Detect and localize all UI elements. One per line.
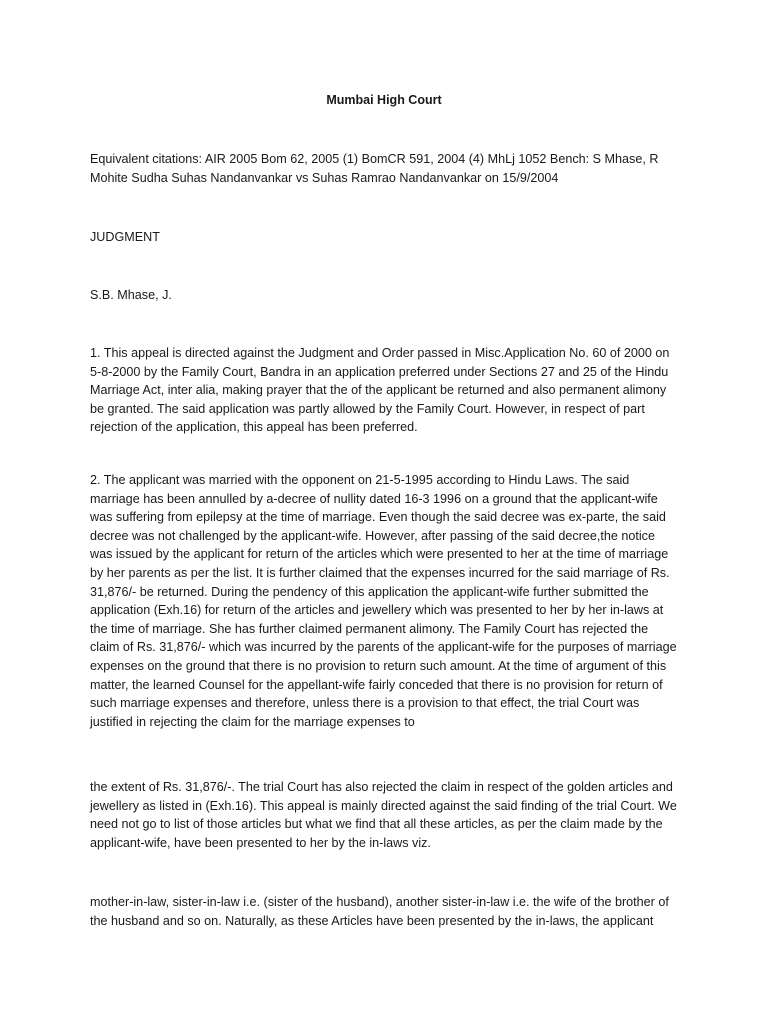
paragraph-2: 2. The applicant was married with the opponent on 21-5-1995 according to Hindu Laws. The said marriage has been annulled by a-decree of nullity dated 16-3 1996 on a ground that the applicant-wife was suffering from epilepsy at the time of marriage. Even though the said decree was ex-parte, the said decree was not challenged by the applicant-wife. However, after passing of the said decree,the notice was issued by the applicant for return of the articles which were presented to her at the time of marriage by her parents as per the list. It is further claimed that the expenses incurred for the said marriage of Rs. 31,876/- be returned. During the pendency of this application the applicant-wife further submitted the application (Exh.16) for return of the articles and jewellery which was presented to her by her in-laws at the time of marriage. She has further claimed permanent alimony. The Family Court has rejected the claim of Rs. 31,876/- which was incurred by the parents of the applicant-wife for the purposes of marriage expenses on the ground that there is no provision to return such amount. At the time of argument of this matter, the learned Counsel for the appellant-wife fairly conceded that there is no provision for return of such marriage expenses and therefore, unless there is a provision to that effect, the trial Court was justified in rejecting the claim for the marriage expenses to [90,473,677,729]
paragraph-4: mother-in-law, sister-in-law i.e. (sister of the husband), another sister-in-law i.e. the wife of the brother of the husband and so on. Naturally, as these Articles have been presented by the in-laws, the applicant [90,895,669,928]
citation-text: Equivalent citations: AIR 2005 Bom 62, 2005 (1) BomCR 591, 2004 (4) MhLj 1052 Bench: S Mhase, R Mohite Sudha Suhas Nandanvankar vs Suhas Ramrao Nandanvankar on 15/9/2004 [90,152,659,185]
judgment-heading-block [90,228,680,247]
paragraph-1: 1. This appeal is directed against the Judgment and Order passed in Misc.Application No. 60 of 2000 on 5-8-2000 by the Family Court, Bandra in an application preferred under Sections 27 and 25 of the Hindu Marriage Act, inter alia, making prayer that the of the applicant be returned and also permanent alimony be granted. The said application was partly allowed by the Family Court. However, in respect of part rejection of the application, this appeal has been preferred. [90,346,670,435]
judgment-heading: JUDGMENT [90,230,160,244]
paragraph-2-block [90,471,680,731]
paragraph-4-block [90,893,680,930]
paragraph-3-block [90,778,680,852]
document-title: Mumbai High Court [326,93,442,107]
judge-name: S.B. Mhase, J. [90,288,172,302]
judge-name-block [90,286,680,305]
paragraph-3: the extent of Rs. 31,876/-. The trial Court has also rejected the claim in respect of the golden articles and jewellery as listed in (Exh.16). This appeal is mainly directed against the said finding of the trial Court. We need not go to list of those articles but what we find that all these articles, as per the claim made by the applicant-wife, have been presented to her by the in-laws viz. [90,780,677,850]
citation-block [90,150,680,187]
paragraph-1-block [90,344,680,437]
